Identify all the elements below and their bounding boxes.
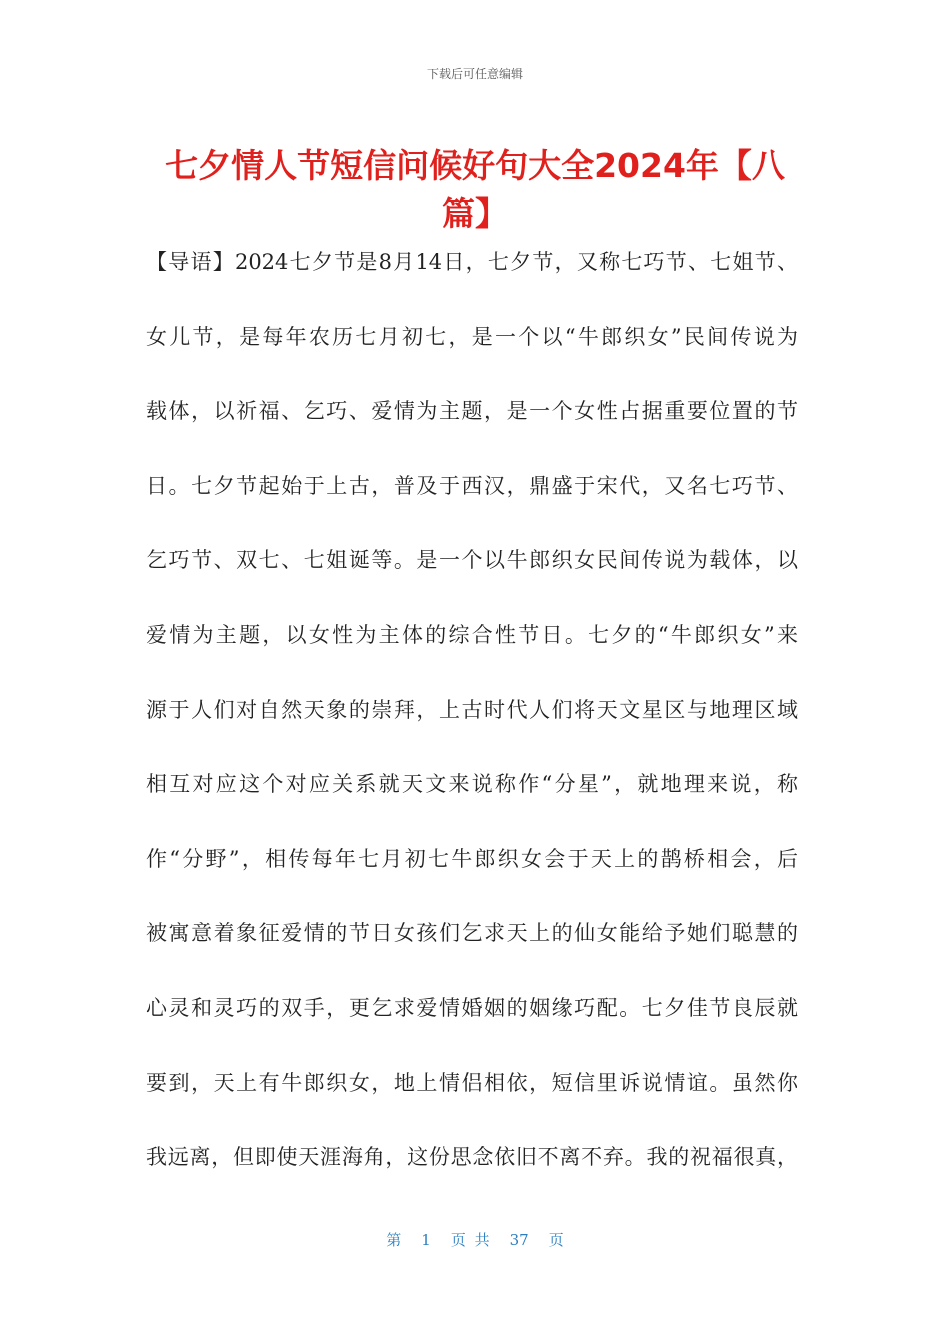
body-line: 乞巧节、双七、七姐诞等。是一个以牛郎织女民间传说为载体，以 [146,548,798,573]
footer-prefix: 第 [386,1231,402,1249]
body-line: 女儿节，是每年农历七月初七，是一个以“牛郎织女”民间传说为 [146,324,798,349]
footer-total-pages: 37 [509,1231,529,1249]
document-title [140,142,810,238]
body-line: 作“分野”，相传每年七月初七牛郎织女会于天上的鹊桥相会，后 [146,846,798,871]
body-line: 源于人们对自然天象的崇拜，上古时代人们将天文星区与地理区域 [146,697,798,722]
body-line: 被寓意着象征爱情的节日女孩们乞求天上的仙女能给予她们聪慧的 [146,921,798,946]
body-line: 心灵和灵巧的双手，更乞求爱情婚姻的姻缘巧配。七夕佳节良辰就 [146,995,798,1020]
body-line: 爱情为主题，以女性为主体的综合性节日。七夕的“牛郎织女”来 [146,622,798,647]
body-line: 我远离，但即使天涯海角，这份思念依旧不离不弃。我的祝福很真， [146,1145,798,1170]
document-title-line-2: 篇】 [442,194,508,233]
body-line: 日。七夕节起始于上古，普及于西汉，鼎盛于宋代，又名七巧节、 [146,473,798,498]
footer-middle: 页 共 [450,1231,490,1249]
body-line: 【导语】2024七夕节是8月14日，七夕节，又称七巧节、七姐节、 [146,250,798,274]
page-header: 下载后可任意编辑 [426,67,523,81]
document-title-line-1: 七夕情人节短信问候好句大全2024年【八 [165,146,785,185]
page-footer [0,1230,950,1250]
body-line: 载体，以祈福、乞巧、爱情为主题，是一个女性占据重要位置的节 [146,399,798,424]
footer-current-page: 1 [421,1231,431,1249]
document-body [146,242,798,1212]
body-line: 要到，天上有牛郎织女，地上情侣相依，短信里诉说情谊。虽然你 [146,1070,798,1095]
body-line: 相互对应这个对应关系就天文来说称作“分星”，就地理来说，称 [146,772,798,797]
footer-suffix: 页 [548,1231,564,1249]
